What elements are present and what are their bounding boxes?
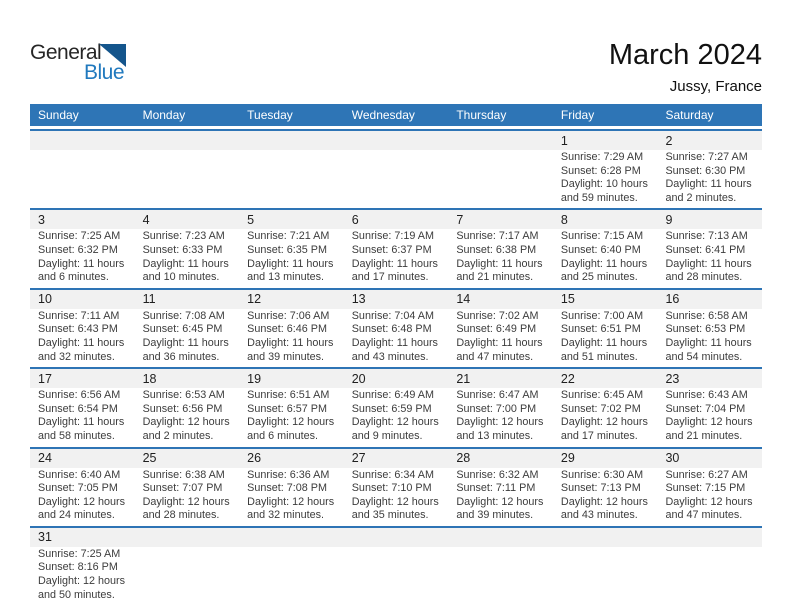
day-cell-text-line: Daylight: 12 hours: [456, 495, 544, 508]
day-cell-text-line: Sunset: 7:15 PM: [665, 482, 746, 495]
day-cell-text-line: Daylight: 12 hours: [142, 416, 230, 429]
day-cell-text-line: Sunrise: 6:30 AM: [560, 468, 644, 481]
week-row: [30, 367, 762, 446]
day-number: 22: [560, 371, 575, 386]
day-cell-text-line: Sunrise: 7:11 AM: [38, 309, 120, 322]
day-cell-text-line: Daylight: 12 hours: [247, 416, 335, 429]
day-cell-text-line: Daylight: 10 hours: [560, 178, 648, 191]
week-row: [30, 447, 762, 526]
day-cell-text-line: Daylight: 11 hours: [665, 178, 752, 191]
day-cell: [657, 468, 762, 526]
day-number: 19: [247, 371, 262, 386]
day-number: 9: [665, 212, 673, 227]
day-number: 2: [665, 133, 673, 148]
day-cell-text-line: and 58 minutes.: [38, 429, 115, 442]
day-cell-text-line: Sunrise: 6:38 AM: [142, 468, 225, 481]
day-cell: [657, 309, 762, 367]
day-cell-text-line: Daylight: 12 hours: [560, 416, 648, 429]
empty-day-cell: [239, 547, 344, 605]
day-cell: [344, 388, 449, 446]
day-number: 29: [560, 451, 575, 465]
day-cell-text-line: and 47 minutes.: [665, 509, 743, 522]
day-cell-text-line: Sunset: 7:05 PM: [38, 482, 118, 495]
week-content: [30, 547, 762, 605]
empty-day-cell: [553, 547, 658, 605]
day-cell-text-line: and 36 minutes.: [142, 350, 220, 363]
day-cell-text-line: Sunset: 7:08 PM: [247, 482, 327, 495]
empty-day-cell: [239, 150, 344, 208]
empty-day-cell: [135, 150, 240, 208]
day-cell-text-line: Sunrise: 6:51 AM: [247, 389, 330, 402]
day-cell-text-line: Sunset: 6:54 PM: [38, 402, 118, 415]
day-cell-text-line: Sunset: 6:46 PM: [247, 323, 327, 336]
day-number-strip: [30, 131, 762, 150]
day-cell: [344, 229, 449, 287]
day-cell-text-line: and 6 minutes.: [247, 429, 318, 442]
day-cell-text-line: Sunrise: 6:56 AM: [38, 389, 121, 402]
day-cell-text-line: Daylight: 12 hours: [38, 495, 126, 508]
day-cell-text-line: Sunrise: 7:29 AM: [560, 151, 644, 163]
day-cell-text-line: and 9 minutes.: [351, 429, 423, 442]
day-cell-text-line: Daylight: 12 hours: [38, 575, 126, 588]
day-cell-text-line: Sunrise: 6:53 AM: [142, 389, 225, 402]
day-cell-text-line: Sunset: 7:07 PM: [142, 482, 223, 495]
day-cell-text-line: Daylight: 12 hours: [247, 495, 335, 508]
day-cell-text-line: Daylight: 11 hours: [142, 257, 229, 270]
day-cell-text-line: and 2 minutes.: [142, 429, 214, 442]
day-cell-text-line: and 13 minutes.: [247, 271, 324, 284]
day-cell: [657, 229, 762, 287]
day-number: 7: [456, 212, 464, 227]
day-cell-text-line: Sunset: 6:37 PM: [351, 243, 432, 256]
day-cell-text-line: Sunrise: 6:40 AM: [38, 468, 121, 481]
day-cell: [657, 150, 762, 208]
day-number-strip: [30, 528, 762, 547]
day-cell: [553, 229, 658, 287]
day-cell: [135, 309, 240, 367]
day-cell-text-line: and 17 minutes.: [560, 429, 638, 442]
day-cell-text-line: Daylight: 11 hours: [665, 257, 752, 270]
day-cell-text-line: and 10 minutes.: [142, 271, 220, 284]
day-cell-text-line: Daylight: 11 hours: [560, 336, 648, 349]
day-number: 31: [38, 530, 52, 545]
day-number: 3: [38, 212, 45, 227]
day-cell-text-line: Daylight: 11 hours: [665, 336, 752, 349]
day-cell: [30, 309, 135, 367]
day-number: 11: [142, 292, 156, 307]
day-cell-text-line: Daylight: 11 hours: [351, 257, 438, 270]
empty-day-cell: [448, 547, 553, 605]
day-number: 26: [247, 451, 262, 465]
day-cell-text-line: Sunrise: 7:06 AM: [247, 309, 330, 322]
day-cell: [30, 468, 135, 526]
day-cell: [553, 309, 658, 367]
day-cell-text-line: Sunrise: 7:15 AM: [560, 230, 644, 243]
day-number: 23: [665, 371, 680, 386]
day-cell-text-line: Sunrise: 7:27 AM: [665, 151, 748, 163]
day-cell: [448, 229, 553, 287]
day-cell: [657, 388, 762, 446]
day-number-strip: [30, 369, 762, 388]
day-cell-text-line: and 35 minutes.: [351, 509, 429, 522]
day-cell-text-line: Sunset: 6:35 PM: [247, 243, 327, 256]
day-cell-text-line: Daylight: 11 hours: [38, 336, 125, 349]
day-cell-text-line: Sunset: 6:51 PM: [560, 323, 641, 336]
day-cell-text-line: Sunset: 6:56 PM: [142, 402, 223, 415]
day-cell: [553, 468, 658, 526]
week-row: [30, 526, 762, 605]
day-cell: [135, 388, 240, 446]
day-cell-text-line: Sunset: 6:48 PM: [351, 323, 432, 336]
empty-day-cell: [657, 547, 762, 605]
day-cell-text-line: Sunset: 7:11 PM: [456, 482, 536, 495]
weekday-label: Thursday: [456, 108, 507, 122]
day-cell-text-line: Sunset: 6:33 PM: [142, 243, 223, 256]
week-row: [30, 208, 762, 287]
day-cell-text-line: Sunrise: 7:00 AM: [560, 309, 644, 322]
calendar-grid: [30, 129, 762, 605]
day-cell-text-line: Daylight: 12 hours: [351, 495, 439, 508]
day-number: 16: [665, 292, 680, 307]
day-cell-text-line: Daylight: 11 hours: [38, 257, 125, 270]
day-cell-text-line: and 32 minutes.: [38, 350, 115, 363]
day-cell-text-line: Sunrise: 6:45 AM: [560, 389, 644, 402]
day-cell: [30, 229, 135, 287]
day-cell-text-line: Sunset: 6:45 PM: [142, 323, 223, 336]
day-cell-text-line: Daylight: 11 hours: [247, 257, 334, 270]
day-cell-text-line: Sunset: 6:30 PM: [665, 164, 746, 177]
day-cell-text-line: and 43 minutes.: [351, 350, 429, 363]
day-cell-text-line: Sunset: 6:43 PM: [38, 323, 118, 336]
day-cell-text-line: Daylight: 12 hours: [456, 416, 544, 429]
day-cell-text-line: Sunset: 7:00 PM: [456, 402, 537, 415]
day-cell: [553, 150, 658, 208]
day-number: 14: [456, 292, 471, 307]
day-number: 5: [247, 212, 255, 227]
day-cell-text-line: Sunset: 6:32 PM: [38, 243, 118, 256]
day-cell-text-line: Sunrise: 7:19 AM: [351, 230, 434, 243]
day-number: 18: [142, 371, 157, 386]
day-cell-text-line: Sunrise: 7:25 AM: [38, 230, 121, 243]
week-content: [30, 150, 762, 208]
day-cell: [239, 468, 344, 526]
day-number: 27: [351, 451, 366, 465]
day-number: 15: [560, 292, 575, 307]
day-cell-text-line: Sunset: 6:40 PM: [560, 243, 641, 256]
day-number: 6: [351, 212, 359, 227]
day-cell: [344, 309, 449, 367]
empty-day-cell: [448, 150, 553, 208]
day-cell-text-line: and 28 minutes.: [142, 509, 220, 522]
day-cell: [239, 229, 344, 287]
day-cell: [448, 309, 553, 367]
day-cell-text-line: Sunset: 6:49 PM: [456, 323, 537, 336]
day-number: 25: [142, 451, 157, 465]
day-cell-text-line: Daylight: 11 hours: [38, 416, 125, 429]
day-number: 30: [665, 451, 680, 465]
week-row: [30, 288, 762, 367]
day-cell-text-line: Sunset: 7:13 PM: [560, 482, 641, 495]
day-cell: [448, 468, 553, 526]
day-cell-text-line: Sunset: 8:16 PM: [38, 561, 118, 574]
page-header: [30, 40, 762, 101]
day-cell-text-line: and 6 minutes.: [38, 271, 109, 284]
week-content: [30, 388, 762, 446]
day-cell-text-line: and 43 minutes.: [560, 509, 638, 522]
day-cell-text-line: Sunrise: 7:13 AM: [665, 230, 748, 243]
day-number: 1: [560, 133, 568, 148]
day-cell-text-line: Sunrise: 6:32 AM: [456, 468, 539, 481]
day-cell-text-line: and 2 minutes.: [665, 191, 737, 204]
weekday-label: Tuesday: [247, 108, 293, 122]
day-cell: [30, 547, 135, 605]
empty-day-cell: [344, 547, 449, 605]
day-cell-text-line: Sunset: 7:04 PM: [665, 402, 746, 415]
day-cell-text-line: Daylight: 12 hours: [665, 495, 753, 508]
day-cell-text-line: and 24 minutes.: [38, 509, 115, 522]
empty-day-cell: [135, 547, 240, 605]
day-cell-text-line: Daylight: 11 hours: [456, 257, 543, 270]
day-cell-text-line: and 28 minutes.: [665, 271, 743, 284]
day-number-strip: [30, 210, 762, 229]
day-cell-text-line: Daylight: 11 hours: [351, 336, 438, 349]
day-cell-text-line: Sunrise: 7:21 AM: [247, 230, 330, 243]
day-cell-text-line: Daylight: 12 hours: [142, 495, 230, 508]
day-number: 8: [560, 212, 568, 227]
day-cell-text-line: and 32 minutes.: [247, 509, 324, 522]
day-cell-text-line: Daylight: 11 hours: [142, 336, 229, 349]
day-cell-text-line: Sunrise: 7:25 AM: [38, 547, 121, 560]
day-number-strip: [30, 449, 762, 468]
week-content: [30, 309, 762, 367]
day-cell-text-line: and 25 minutes.: [560, 271, 638, 284]
day-cell-text-line: Sunrise: 7:23 AM: [142, 230, 225, 243]
weekday-label: Monday: [142, 108, 186, 122]
day-cell-text-line: Sunrise: 7:17 AM: [456, 230, 539, 243]
day-cell-text-line: Daylight: 12 hours: [351, 416, 439, 429]
day-cell-text-line: and 21 minutes.: [456, 271, 534, 284]
day-number: 10: [38, 292, 52, 307]
day-cell-text-line: Daylight: 12 hours: [560, 495, 648, 508]
title-block: [609, 40, 762, 95]
general-blue-logo: [30, 42, 148, 83]
day-cell-text-line: and 21 minutes.: [665, 429, 743, 442]
day-cell-text-line: and 17 minutes.: [351, 271, 429, 284]
day-cell-text-line: Sunrise: 6:49 AM: [351, 389, 434, 402]
day-cell-text-line: and 50 minutes.: [38, 588, 115, 601]
day-cell: [448, 388, 553, 446]
logo-text-blue: Blue: [84, 61, 125, 84]
day-cell-text-line: Sunrise: 6:43 AM: [665, 389, 748, 402]
day-cell-text-line: Sunrise: 6:58 AM: [665, 309, 748, 322]
day-cell-text-line: Sunset: 7:02 PM: [560, 402, 641, 415]
day-cell-text-line: and 13 minutes.: [456, 429, 534, 442]
day-cell-text-line: Daylight: 11 hours: [456, 336, 543, 349]
day-number: 21: [456, 371, 471, 386]
day-number: 24: [38, 451, 52, 465]
day-number: 13: [351, 292, 366, 307]
day-cell-text-line: Sunset: 6:28 PM: [560, 164, 641, 177]
weekday-label: Friday: [560, 108, 595, 122]
day-cell-text-line: and 51 minutes.: [560, 350, 638, 363]
week-content: [30, 229, 762, 287]
day-cell-text-line: Sunrise: 6:27 AM: [665, 468, 748, 481]
day-number: 4: [142, 212, 150, 227]
day-cell-text-line: Daylight: 11 hours: [247, 336, 334, 349]
day-cell-text-line: and 39 minutes.: [456, 509, 534, 522]
day-cell-text-line: and 54 minutes.: [665, 350, 743, 363]
day-cell-text-line: and 47 minutes.: [456, 350, 534, 363]
day-cell-text-line: and 39 minutes.: [247, 350, 324, 363]
day-cell-text-line: Sunset: 7:10 PM: [351, 482, 432, 495]
day-cell: [30, 388, 135, 446]
empty-day-cell: [30, 150, 135, 208]
day-cell: [135, 468, 240, 526]
location-subtitle: Jussy, France: [669, 78, 762, 95]
day-cell: [239, 388, 344, 446]
weekday-header-row: [30, 104, 762, 126]
day-number: 20: [351, 371, 366, 386]
weekday-label: Wednesday: [351, 108, 415, 122]
day-cell: [135, 229, 240, 287]
day-cell-text-line: and 59 minutes.: [560, 191, 638, 204]
week-content: [30, 468, 762, 526]
day-number: 12: [247, 292, 262, 307]
day-cell-text-line: Sunrise: 7:04 AM: [351, 309, 434, 322]
week-row: [30, 129, 762, 208]
day-cell-text-line: Sunrise: 6:47 AM: [456, 389, 539, 402]
day-cell: [344, 468, 449, 526]
day-cell-text-line: Sunrise: 7:02 AM: [456, 309, 539, 322]
day-number: 17: [38, 371, 52, 386]
logo-text-general: General: [30, 41, 102, 64]
day-cell-text-line: Sunrise: 6:36 AM: [247, 468, 330, 481]
day-cell-text-line: Sunset: 6:53 PM: [665, 323, 746, 336]
day-cell: [553, 388, 658, 446]
day-number: 28: [456, 451, 471, 465]
day-cell-text-line: Daylight: 12 hours: [665, 416, 753, 429]
day-cell-text-line: Sunset: 6:57 PM: [247, 402, 327, 415]
day-cell: [239, 309, 344, 367]
day-cell-text-line: Sunrise: 7:08 AM: [142, 309, 225, 322]
day-cell-text-line: Sunset: 6:41 PM: [665, 243, 746, 256]
day-cell-text-line: Sunset: 6:38 PM: [456, 243, 537, 256]
day-cell-text-line: Daylight: 11 hours: [560, 257, 648, 270]
weekday-label: Sunday: [38, 108, 79, 122]
day-cell-text-line: Sunrise: 6:34 AM: [351, 468, 434, 481]
day-cell-text-line: Sunset: 6:59 PM: [351, 402, 432, 415]
day-number-strip: [30, 290, 762, 309]
month-title: March 2024: [608, 39, 762, 71]
empty-day-cell: [344, 150, 449, 208]
weekday-label: Saturday: [665, 108, 714, 122]
